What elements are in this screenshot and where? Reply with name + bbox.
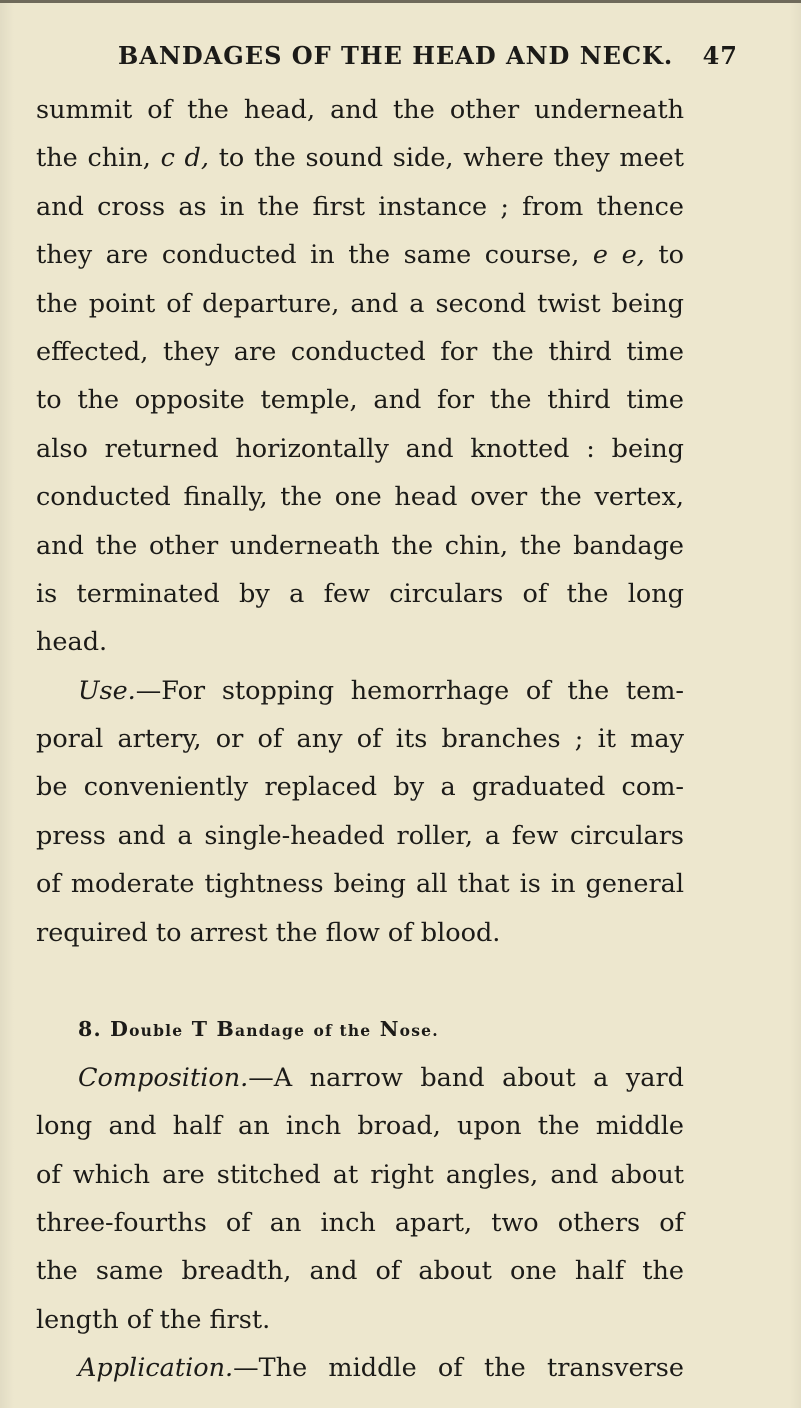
application-label: Application. [78,1353,234,1384]
figure-reference: e e, [592,240,645,271]
text-line: and cross as in the first instance ; from thence [36,191,684,222]
text-line: is terminated by a few circulars of the long [36,578,684,609]
text-line: Application.—The middle of the transverse [78,1353,684,1384]
text-line: three-fourths of an inch apart, two others of [36,1207,684,1238]
text-line: conducted finally, the one head over the vertex, [36,482,684,513]
text-line: required to arrest the flow of blood. [36,917,501,948]
body-text [36,86,684,1393]
text-line: summit of the head, and the other underneath [36,95,684,125]
text-line: the point of departure, and a second twist being [36,288,684,319]
text-line: press and a single-headed roller, a few circulars [36,820,684,851]
text-line: head. [36,627,108,658]
text-line: Composition.—A narrow band about a yard [78,1062,684,1093]
text-line: effected, they are conducted for the third time [36,336,684,367]
figure-reference: c d, [160,143,209,174]
composition-label: Composition. [78,1062,249,1093]
text-line: be conveniently replaced by a graduated com- [36,772,684,803]
running-head-title: BANDAGES OF THE HEAD AND NECK. [118,41,674,70]
text-line: they are conducted in the same course, e e, to [36,240,684,271]
use-label: Use. [78,675,136,706]
text-line: the same breadth, and of about one half the [36,1256,684,1287]
text-line: to the opposite temple, and for the third time [36,385,684,416]
text-line: of which are stitched at right angles, and about [36,1159,684,1190]
text-line: and the other underneath the chin, the bandage [36,530,684,561]
text-line: length of the first. [36,1304,271,1335]
text-line: of moderate tightness being all that is in general [36,869,684,900]
page-top-edge [0,0,801,3]
section-gap [36,957,684,1005]
section-heading: 8. Double T Bandage of the Nose. [78,1017,439,1042]
text-line: Use.—For stopping hemorrhage of the tem- [78,675,684,706]
text-line: poral artery, or of any of its branches ; it may [36,724,684,755]
page-number: 47 [702,41,738,70]
running-head [118,36,738,76]
text-line: also returned horizontally and knotted : being [36,433,684,464]
text-line: long and half an inch broad, upon the middle [36,1111,684,1142]
text-line: the chin, c d, to the sound side, where they meet [36,143,685,174]
